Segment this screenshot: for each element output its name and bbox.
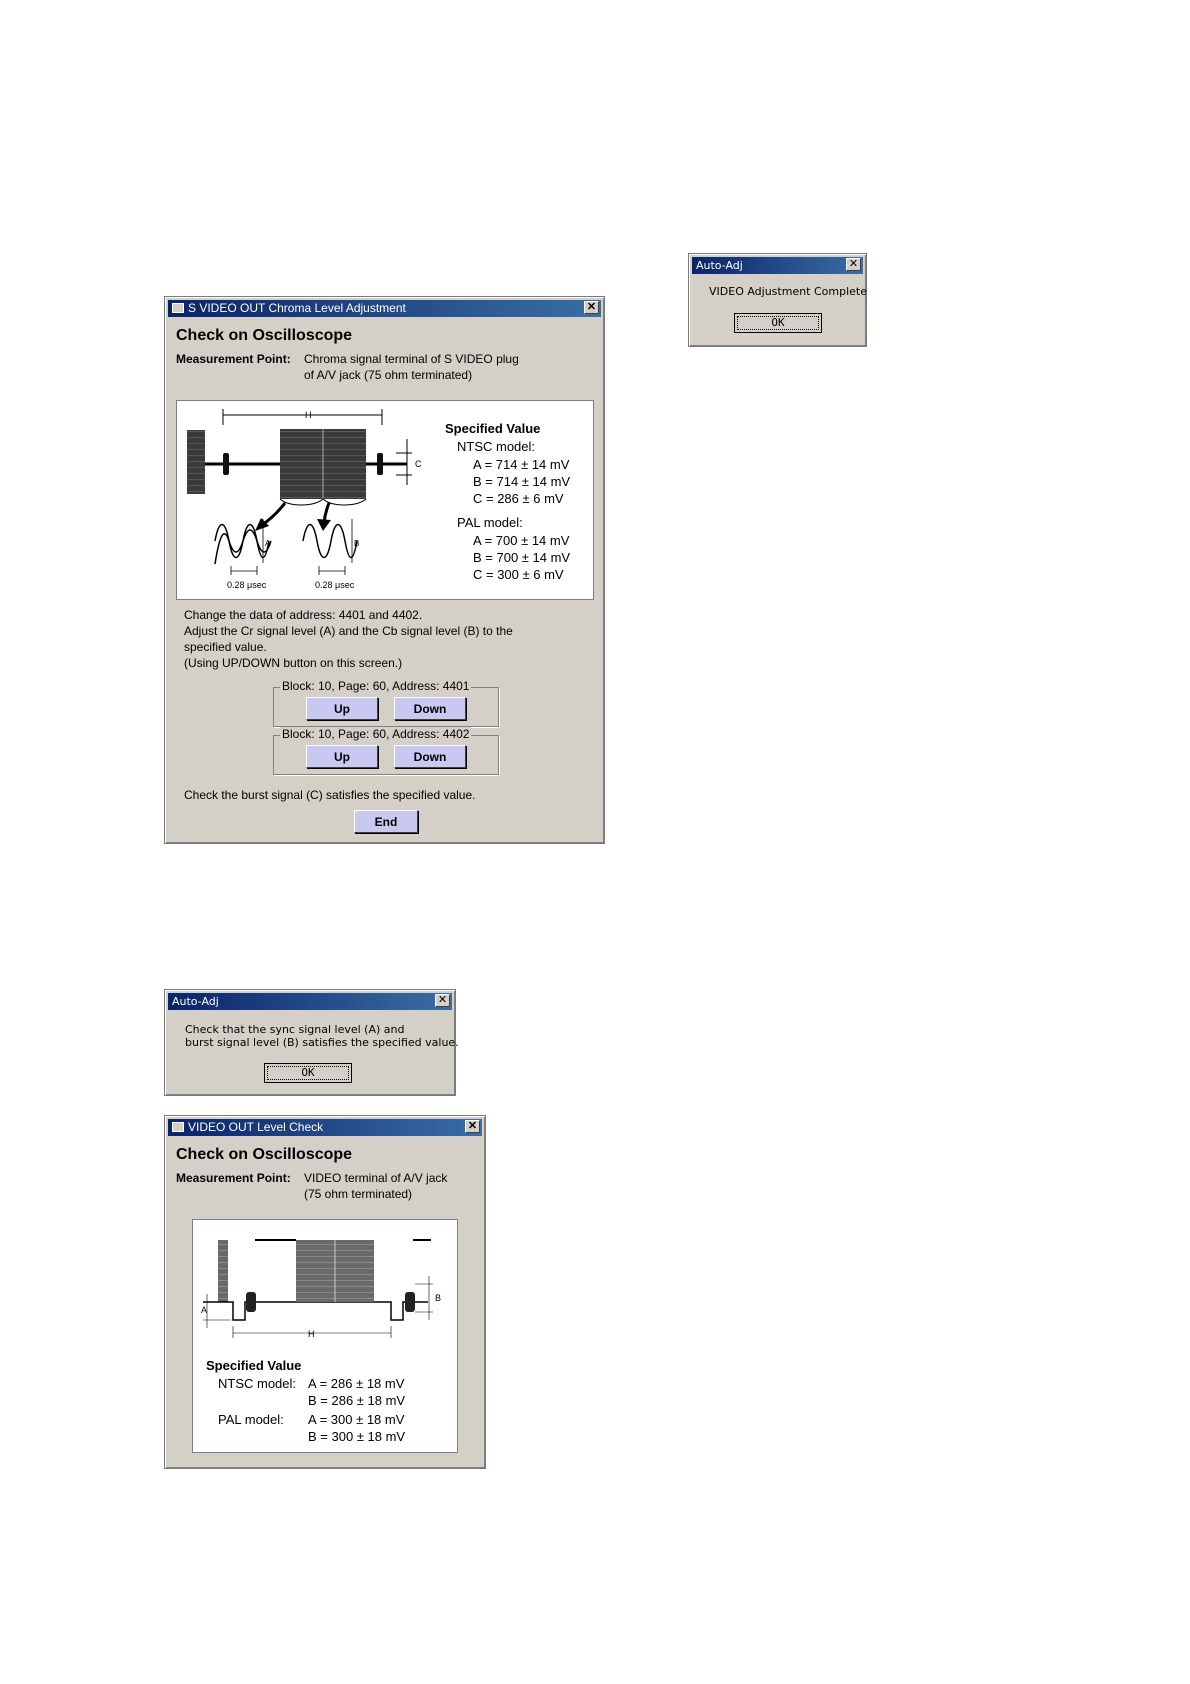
measurement-point-line2: of A/V jack (75 ohm terminated)	[304, 368, 473, 382]
dialog-title: Auto-Adj	[696, 259, 743, 272]
ok-button[interactable]	[734, 313, 822, 333]
dialog-message: VIDEO Adjustment Complete	[709, 285, 868, 298]
close-icon[interactable]: ✕	[435, 994, 450, 1007]
chroma-adjustment-window	[164, 296, 605, 844]
label-c: C	[415, 459, 422, 469]
video-waveform-diagram	[193, 1220, 457, 1355]
spec-pal-label: PAL model:	[218, 1412, 284, 1427]
label-a: A	[201, 1305, 208, 1315]
measurement-point-label: Measurement Point:	[176, 1171, 291, 1185]
ok-button[interactable]	[264, 1063, 352, 1083]
label-h: H	[305, 410, 312, 420]
spec-ntsc-b: B = 286 ± 18 mV	[308, 1393, 406, 1408]
down-button-4401[interactable]: Down	[394, 697, 466, 720]
waveform-figure	[176, 400, 594, 600]
spec-ntsc-b: B = 714 ± 14 mV	[473, 474, 571, 489]
spec-ntsc-a: A = 286 ± 18 mV	[308, 1376, 405, 1391]
auto-adj-sync-dialog	[164, 989, 459, 1096]
burst-check-text: Check the burst signal (C) satisfies the specified value.	[184, 788, 476, 802]
spec-title: Specified Value	[206, 1358, 302, 1373]
spec-ntsc-a: A = 714 ± 14 mV	[473, 457, 570, 472]
end-button[interactable]: End	[354, 810, 418, 833]
dialog-title: Auto-Adj	[172, 995, 219, 1008]
app-icon	[172, 1122, 184, 1132]
dialog-titlebar	[692, 257, 863, 274]
ok-button-label: OK	[267, 1066, 349, 1080]
spec-pal-b: B = 700 ± 14 mV	[473, 550, 571, 565]
dialog-message-line2: burst signal level (B) satisfies the specified value.	[185, 1036, 459, 1049]
down-button-4402[interactable]: Down	[394, 745, 466, 768]
spec-pal-label: PAL model:	[457, 515, 523, 530]
instruction-line-1: Change the data of address: 4401 and 4402.	[184, 608, 423, 622]
instruction-line-3: specified value.	[184, 640, 267, 654]
waveform-figure	[192, 1219, 458, 1453]
measurement-point-line1: VIDEO terminal of A/V jack	[304, 1171, 448, 1185]
address-4402-group	[273, 727, 499, 775]
group-label: Block: 10, Page: 60, Address: 4401	[282, 679, 470, 693]
app-icon	[172, 303, 184, 313]
measurement-point-line1: Chroma signal terminal of S VIDEO plug	[304, 352, 519, 366]
window-title: S VIDEO OUT Chroma Level Adjustment	[188, 301, 406, 315]
group-label: Block: 10, Page: 60, Address: 4402	[282, 727, 470, 741]
spec-title: Specified Value	[445, 421, 541, 436]
close-icon[interactable]: ✕	[846, 258, 861, 271]
instruction-line-4: (Using UP/DOWN button on this screen.)	[184, 656, 403, 670]
spec-ntsc-label: NTSC model:	[457, 439, 536, 454]
ok-button-label: OK	[737, 316, 819, 330]
period-label-2: 0.28 μsec	[315, 580, 355, 590]
label-a: A	[265, 539, 271, 548]
close-icon[interactable]: ✕	[465, 1120, 480, 1133]
spec-pal-a: A = 300 ± 18 mV	[308, 1412, 405, 1427]
close-icon[interactable]: ✕	[584, 301, 599, 314]
page-title: Check on Oscilloscope	[176, 327, 353, 344]
spec-ntsc-c: C = 286 ± 6 mV	[473, 491, 564, 506]
spec-pal-b: B = 300 ± 18 mV	[308, 1429, 406, 1444]
period-label-1: 0.28 μsec	[227, 580, 267, 590]
window-titlebar	[168, 1119, 482, 1136]
dialog-titlebar	[168, 993, 452, 1010]
label-b: B	[354, 539, 360, 548]
auto-adj-complete-dialog	[688, 253, 867, 347]
spec-ntsc-label: NTSC model:	[218, 1376, 297, 1391]
window-titlebar	[168, 300, 601, 317]
up-button-4402[interactable]: Up	[306, 745, 378, 768]
measurement-point-label: Measurement Point:	[176, 352, 291, 366]
instruction-line-2: Adjust the Cr signal level (A) and the Cb signal level (B) to the	[184, 624, 513, 638]
label-b: B	[435, 1293, 442, 1303]
spec-pal-c: C = 300 ± 6 mV	[473, 567, 564, 582]
page-title: Check on Oscilloscope	[176, 1146, 353, 1163]
measurement-point-line2: (75 ohm terminated)	[304, 1187, 413, 1201]
address-4401-group	[273, 679, 499, 727]
video-level-check-window	[164, 1115, 486, 1469]
spec-pal-a: A = 700 ± 14 mV	[473, 533, 570, 548]
label-h: H	[308, 1329, 315, 1339]
window-title: VIDEO OUT Level Check	[188, 1120, 324, 1134]
dialog-message-line1: Check that the sync signal level (A) and	[185, 1023, 405, 1036]
up-button-4401[interactable]: Up	[306, 697, 378, 720]
